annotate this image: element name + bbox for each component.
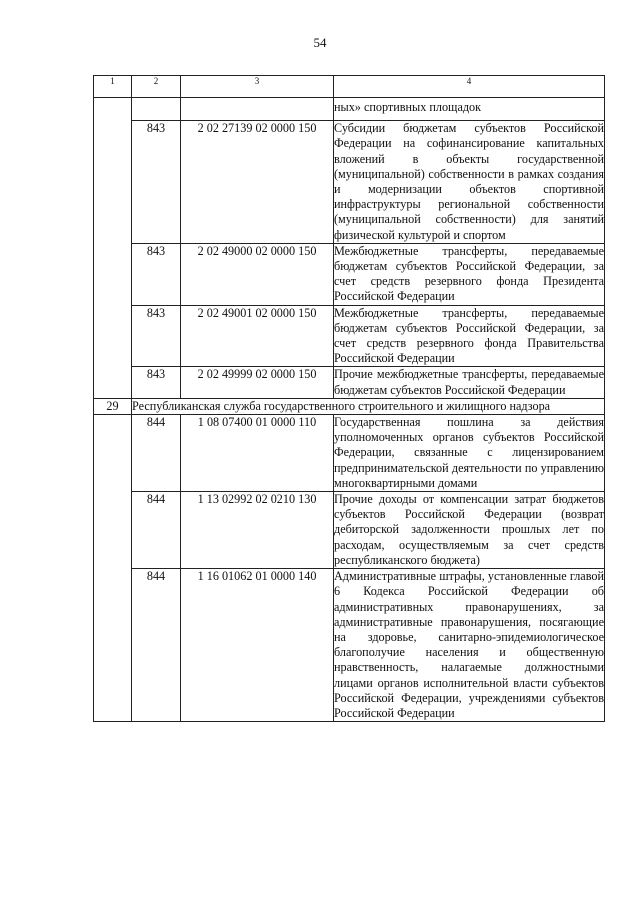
table-row xyxy=(94,492,605,569)
table-row xyxy=(94,415,605,492)
section-row xyxy=(94,398,605,414)
table-row xyxy=(94,243,605,305)
description: Межбюджетные трансферты, передаваемые бюджетам субъектов Российской Федерации, за счет средств резервного фонда Правительства Российской Федерации xyxy=(334,305,604,366)
table-row xyxy=(94,305,605,367)
budget-code-empty xyxy=(181,98,334,121)
header-col-3: 3 xyxy=(181,76,334,98)
section-number: 29 xyxy=(94,398,132,414)
section-num-empty xyxy=(94,98,132,399)
table-row xyxy=(94,121,605,244)
description: Прочие доходы от компенсации затрат бюджетов субъектов Российской Федерации (возврат дебиторской задолженности прошлых лет по расходам, осуществляемым за счет средств республиканского бюджета) xyxy=(334,492,604,567)
admin-code: 844 xyxy=(132,415,181,492)
budget-code: 2 02 49000 02 0000 150 xyxy=(181,243,334,305)
admin-code: 844 xyxy=(132,492,181,569)
header-col-2: 2 xyxy=(132,76,181,98)
budget-code: 1 13 02992 02 0210 130 xyxy=(181,492,334,569)
admin-code: 843 xyxy=(132,243,181,305)
budget-code: 2 02 49001 02 0000 150 xyxy=(181,305,334,367)
section-title: Республиканская служба государственного строительного и жилищного надзора xyxy=(132,398,605,414)
budget-code: 2 02 49999 02 0000 150 xyxy=(181,367,334,398)
budget-code: 1 08 07400 01 0000 110 xyxy=(181,415,334,492)
description-continued: ных» спортивных площадок xyxy=(334,98,605,121)
header-row xyxy=(94,76,605,98)
table-row xyxy=(94,98,605,121)
admin-code: 843 xyxy=(132,305,181,367)
section-num-empty xyxy=(94,415,132,722)
revenue-codes-table xyxy=(93,75,605,722)
description: Государственная пошлина за действия уполномоченных органов субъектов Российской Федерации, связанные с лицензированием предпринимательской деятельности по управлению многоквартирными домами xyxy=(334,415,604,490)
header-col-1: 1 xyxy=(94,76,132,98)
budget-code: 2 02 27139 02 0000 150 xyxy=(181,121,334,244)
admin-code-empty xyxy=(132,98,181,121)
admin-code: 844 xyxy=(132,569,181,722)
description: Прочие межбюджетные трансферты, передаваемые бюджетам субъектов Российской Федерации xyxy=(334,367,604,397)
description: Межбюджетные трансферты, передаваемые бюджетам субъектов Российской Федерации, за счет средств резервного фонда Президента Российской Федерации xyxy=(334,243,604,304)
budget-code: 1 16 01062 01 0000 140 xyxy=(181,569,334,722)
admin-code: 843 xyxy=(132,367,181,398)
admin-code: 843 xyxy=(132,121,181,244)
description: Субсидии бюджетам субъектов Российской Федерации на софинансирование капитальных вложений в объекты государственной (муниципальной) собственности в рамках создания и модернизации объектов спортивной инфраструктуры региональной собственности (муниципальной собственности) для занятий физической культурой и спортом xyxy=(334,121,604,242)
description: Административные штрафы, установленные главой 6 Кодекса Российской Федерации об административных правонарушениях, за административные правонарушения, посягающие на здоровье, санитарно-эпидемиологическое благополучие населения и общественную нравственность, налагаемые должностными лицами органов исполнительной власти субъектов Российской Федерации, учреждениями субъектов Российской Федерации xyxy=(334,569,604,720)
page-number: 54 xyxy=(313,35,327,50)
header-col-4: 4 xyxy=(334,76,605,98)
table-row xyxy=(94,367,605,398)
table-row xyxy=(94,569,605,722)
